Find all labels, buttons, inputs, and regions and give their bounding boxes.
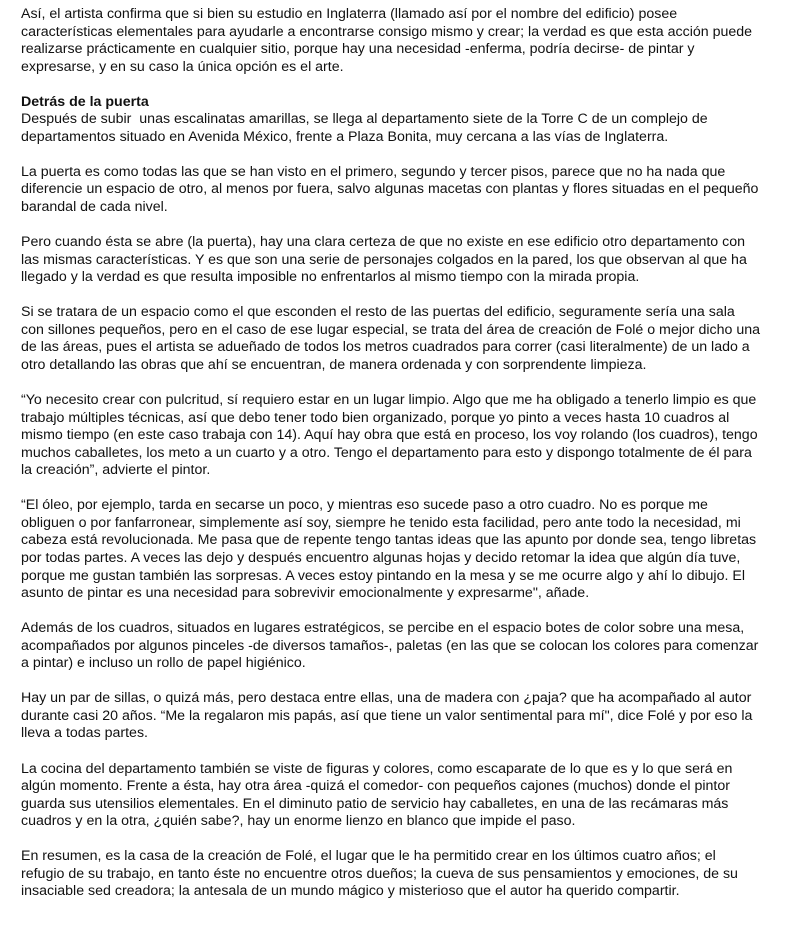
text-line: En resumen, es la casa de la creación de Folé, el lugar que le ha permitido crear en los últimos cuatro años; el	[21, 848, 716, 865]
text-line: Además de los cuadros, situados en lugares estratégicos, se percibe en el espacio botes de color sobre una mesa,	[21, 620, 745, 637]
text-line: Si se tratara de un espacio como el que esconden el resto de las puertas del edificio, seguramente sería una sala	[21, 304, 735, 321]
text-line: porque me gustan también las sorpresas. A veces estoy pintando en la mesa y se me ocurre algo y ahí lo dibujo. El	[21, 567, 745, 584]
text-line: Hay un par de sillas, o quizá más, pero destaca entre ellas, una de madera con ¿paja? que ha acompañado al autor	[21, 690, 752, 707]
paragraph-section-start	[21, 94, 781, 147]
text-line: “El óleo, por ejemplo, tarda en secarse un poco, y mientras eso sucede paso a otro cuadro. No es porque me	[21, 497, 708, 514]
paragraph-kitchen	[21, 761, 781, 831]
paragraph-opening	[21, 234, 781, 287]
text-line: otro detallando las obras que ahí se encuentran, de manera ordenada y con sorprendente limpieza.	[21, 356, 647, 373]
text-line: barandal de cada nivel.	[21, 199, 168, 216]
text-line: Así, el artista confirma que si bien su estudio en Inglaterra (llamado así por el nombre del edificio) posee	[21, 6, 678, 22]
text-line: refugio de su trabajo, en tanto éste no encuentre otros dueños; la cueva de sus pensamientos y emociones, de su	[21, 865, 738, 882]
paragraph-intro	[21, 6, 781, 76]
paragraph-summary	[21, 848, 781, 901]
text-line: por todas partes. A veces las dejo y después encuentro algunas hojas y decido retomar la idea que algún día tuve,	[21, 549, 741, 566]
paragraph-door	[21, 164, 781, 217]
text-line: características elementales para ayudarle a encontrarse consigo mismo y crear; la verdad es que esta acción puede	[21, 23, 753, 40]
text-line: las mismas características. Y es que son una serie de personajes colgados en la pared, los que observan al que ha	[21, 251, 747, 268]
text-line: Pero cuando ésta se abre (la puerta), hay una clara certeza de que no existe en ese edificio otro departamento con	[21, 234, 746, 251]
text-line: diferencie un espacio de otro, al menos por fuera, salvo algunas macetas con plantas y flores situadas en el pequeño	[21, 181, 759, 198]
text-line: expresarse, y en su caso la única opción es el arte.	[21, 58, 344, 75]
text-line: trabajo múltiples técnicas, así que debo tener todo bien organizado, porque yo pinto a veces hasta 10 cuadros al	[21, 409, 730, 426]
text-line: a pintar) e incluso un rollo de papel higiénico.	[21, 655, 306, 672]
section-heading: Detrás de la puerta	[21, 93, 149, 110]
text-line: acompañados por algunos pinceles -de diversos tamaños-, paletas (en las que se colocan los colores para comenzar	[21, 637, 759, 654]
paragraph-quote-oil	[21, 497, 781, 602]
article-body	[21, 6, 781, 918]
text-line: “Yo necesito crear con pulcritud, sí requiero estar en un lugar limpio. Algo que me ha obligado a tenerlo limpio es que	[21, 392, 757, 409]
text-line: departamentos situado en Avenida México, frente a Plaza Bonita, muy cercana a las vías de Inglaterra.	[21, 128, 669, 145]
text-line: La cocina del departamento también se viste de figuras y colores, como escaparate de lo que es y lo que será en	[21, 760, 733, 777]
paragraph-chairs	[21, 690, 781, 743]
text-line: guarda sus utensilios elementales. En el diminuto patio de servicio hay caballetes, en una de las recámaras más	[21, 795, 729, 812]
text-line: realizarse prácticamente en cualquier sitio, porque hay una necesidad -enferma, podría decirse- de pintar y	[21, 41, 695, 58]
paragraph-quote-cleanliness	[21, 392, 781, 480]
text-line: algún momento. Frente a ésta, hay otra área -quizá el comedor- con pequeños cajones (muchos) donde el pintor	[21, 778, 730, 795]
text-line: cabeza está revolucionada. Me pasa que de repente tengo tantas ideas que las apunto por donde sea, tengo libretas	[21, 532, 757, 549]
text-line: insaciable sed creadora; la antesala de un mundo mágico y misterioso que el autor ha querido compartir.	[21, 883, 680, 900]
paragraph-materials	[21, 620, 781, 673]
text-line: con sillones pequeños, pero en el caso de ese lugar especial, se trata del área de creación de Folé o mejor dicho una	[21, 321, 761, 338]
paragraph-space	[21, 304, 781, 374]
text-line: obliguen o por fanfarronear, simplemente así soy, siempre he tenido esta facilidad, pero ante todo la necesidad, mi	[21, 514, 741, 531]
text-line: de las áreas, pues el artista se adueñado de todos los metros cuadrados para correr (casi literalmente) de un lado a	[21, 339, 750, 356]
text-line: La puerta es como todas las que se han visto en el primero, segundo y tercer pisos, parece que no ha nada que	[21, 163, 726, 180]
text-line: mismo tiempo (en este caso trabaja con 14). Aquí hay obra que está en proceso, los voy rolando (los cuadros), tengo	[21, 427, 758, 444]
text-line: asunto de pintar es una necesidad para sobrevivir emocionalmente y expresarme", añade.	[21, 585, 590, 602]
text-line: llegado y la verdad es que resulta imposible no enfrentarlos al mismo tiempo con la mirada propia.	[21, 269, 640, 286]
text-line: cuadros y en la otra, ¿quién sabe?, hay un enorme lienzo en blanco que impide el paso.	[21, 813, 576, 830]
text-line: muchos caballetes, los meto a un cuarto y a otro. Tengo el departamento para esto y dispongo totalmente de él para	[21, 444, 752, 461]
text-line: la creación”, advierte el pintor.	[21, 462, 211, 479]
text-line: lleva a todas partes.	[21, 725, 148, 742]
text-line: durante casi 20 años. “Me la regalaron mis papás, así que tiene un valor sentimental para mí", dice Folé y por eso la	[21, 707, 753, 724]
text-line: Después de subir unas escalinatas amarillas, se llega al departamento siete de la Torre C de un complejo de	[21, 111, 708, 128]
